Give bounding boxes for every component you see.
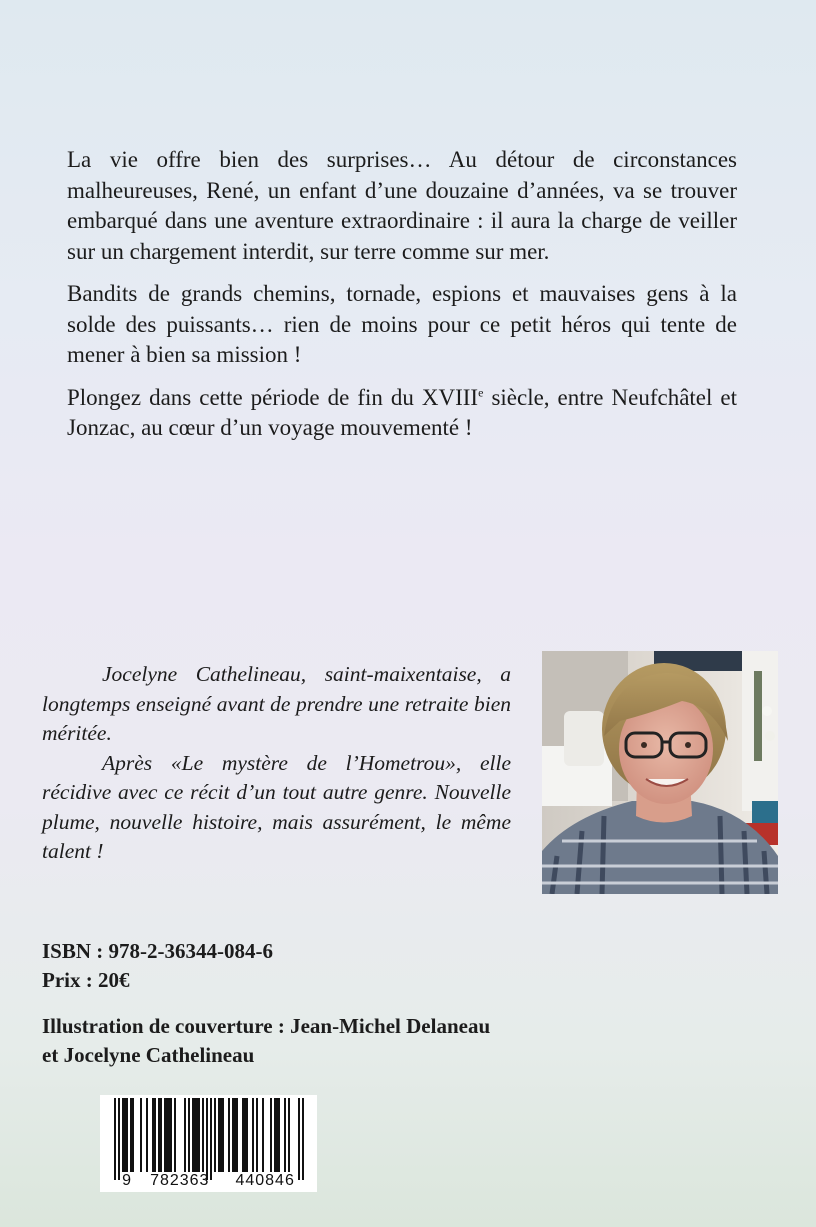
barcode-bar (218, 1098, 220, 1172)
barcode-bar (174, 1098, 176, 1172)
barcode-bar (118, 1098, 120, 1180)
barcode-bar (210, 1098, 212, 1180)
barcode-bar (168, 1098, 170, 1172)
bio-paragraph-1: Jocelyne Cathelineau, saint-maixentaise, a longtemps enseigné avant de prendre une retraite bien méritée. (42, 662, 511, 745)
barcode-bar (252, 1098, 254, 1172)
barcode-bar (276, 1098, 278, 1172)
barcode-bar (270, 1098, 272, 1172)
barcode-bar (122, 1098, 124, 1172)
barcode-bar (234, 1098, 236, 1172)
barcode-bar (164, 1098, 166, 1172)
barcode-bar (262, 1098, 264, 1172)
barcode-first-digit: 9 (122, 1172, 133, 1189)
barcode-bar (236, 1098, 238, 1172)
barcode-bar (192, 1098, 194, 1172)
barcode-bar (256, 1098, 258, 1172)
barcode-bar (206, 1098, 208, 1180)
synopsis-p3-start: Plongez dans cette période de fin du XVIII (67, 384, 479, 410)
barcode-bar (126, 1098, 128, 1172)
barcode-bar (244, 1098, 246, 1172)
synopsis-p3-end: siècle, entre Neufchâtel et Jonzac, au cœur d’un voyage mouvementé ! (67, 384, 737, 440)
barcode-bar (274, 1098, 276, 1172)
barcode-bar (130, 1098, 132, 1172)
barcode-bar (298, 1098, 300, 1180)
barcode-bar (242, 1098, 244, 1172)
bio-paragraph-2: Après «Le mystère de l’Hometrou», elle récidive avec ce récit d’un tout autre genre. Nouvelle plume, nouvelle histoire, mais assurément, le même talent ! (42, 750, 511, 863)
barcode-bar (220, 1098, 222, 1172)
barcode-bar (146, 1098, 148, 1172)
book-metadata (42, 937, 273, 995)
barcode-bar (288, 1098, 290, 1172)
barcode-bar (284, 1098, 286, 1172)
barcode-group-left: 782363 (150, 1172, 210, 1189)
barcode-bar (278, 1098, 280, 1172)
barcode-bar (196, 1098, 198, 1172)
barcode-bar (166, 1098, 168, 1172)
barcode-bar (132, 1098, 134, 1172)
synopsis-paragraph-1: La vie offre bien des surprises… Au détour de circonstances malheureuses, René, un enfant d’une douzaine d’années, va se trouver embarqué dans une aventure extraordinaire : il aura la charge de veiller sur un chargement interdit, sur terre comme sur mer. (67, 147, 737, 264)
barcode-bar (152, 1098, 154, 1172)
century-superscript: e (478, 384, 484, 399)
barcode-bar (228, 1098, 230, 1172)
barcode-bar (158, 1098, 160, 1172)
price-text: Prix : 20€ (42, 968, 130, 992)
credits-line-2: et Jocelyne Cathelineau (42, 1043, 255, 1067)
barcode-bar (222, 1098, 224, 1172)
author-photo (542, 651, 778, 894)
barcode-group-right: 440846 (235, 1172, 295, 1189)
barcode-digits (100, 1172, 317, 1190)
barcode-bar (160, 1098, 162, 1172)
barcode-bar (188, 1098, 190, 1172)
barcode-bar (194, 1098, 196, 1172)
illustration-credits (42, 1012, 490, 1070)
barcode-bar (302, 1098, 304, 1180)
barcode-bar (184, 1098, 186, 1172)
isbn-text: ISBN : 978-2-36344-084-6 (42, 939, 273, 963)
barcode-bar (214, 1098, 216, 1172)
author-bio (42, 660, 511, 867)
barcode-bar (124, 1098, 126, 1172)
barcode-bar (246, 1098, 248, 1172)
synopsis-paragraph-3 (67, 383, 737, 444)
barcode-bar (198, 1098, 200, 1172)
credits-line-1: Illustration de couverture : Jean-Michel Delaneau (42, 1014, 491, 1038)
back-cover-synopsis (67, 145, 737, 456)
synopsis-paragraph-2: Bandits de grands chemins, tornade, espions et mauvaises gens à la solde des puissants… rien de moins pour ce petit héros qui tente de mener à bien sa mission ! (67, 281, 737, 367)
barcode-bar (140, 1098, 142, 1172)
barcode-bar (154, 1098, 156, 1172)
barcode-bar (202, 1098, 204, 1172)
barcode-bar (232, 1098, 234, 1172)
barcode-bar (170, 1098, 172, 1172)
barcode-bar (114, 1098, 116, 1180)
isbn-barcode (100, 1095, 317, 1192)
